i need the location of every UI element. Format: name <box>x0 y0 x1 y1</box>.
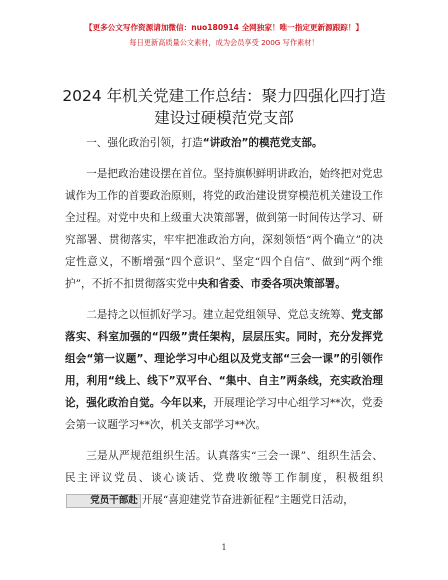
section-heading-bold: “讲政治”的模范党支部。 <box>202 137 323 149</box>
document-title <box>0 85 448 129</box>
paragraph-1-text: 一是把政治建设摆在首位。坚持旗帜鲜明讲政治，始终把对党忠诚作为工作的首要政治原则，将党的政治建设贯穿模范机关建设工作全过程。对党中央和上级重大决策部署，做到第一时间传达学习、研究部署、贯彻落实，牢牢把准政治方向，深刻领悟“两个确立”的决定性意义，不断增强“四个意识”、坚定“四个自信”、做到“两个维护”，不折不扣贯彻落实党中 <box>65 168 383 290</box>
paragraph-1-bold-tail: 央和省委、市委各项决策部署。 <box>197 278 346 290</box>
title-line-1: 2024 年机关党建工作总结：聚力四强化四打造 <box>62 87 386 105</box>
paragraph-2-part-c: “三会一课”的引领作用，利用“线上、线下”双平台、“集中、自主”两条线，充实政治理论，强化政治自觉。今年以来， <box>65 353 383 409</box>
document-body <box>65 132 383 520</box>
paragraph-2 <box>65 304 383 436</box>
banner-line-2: 每日更新高质量公文素材，成为会员享受 200G 写作素材！ <box>129 38 319 47</box>
paragraph-2-part-a: 二是持之以恒抓好学习。建立起党组领导、党总支统筹、 <box>86 309 352 321</box>
section-heading-text: 一、强化政治引领，打造 <box>86 137 203 149</box>
paragraph-3-part-b: 开展“喜迎建党节奋进新征程”主题党日活动， <box>141 494 354 506</box>
paragraph-2-part-b: 党支部落实、科室加强的“四级”责任架构，层层压实。同时，充分发挥党组会“第一议题”、理论学习中心组以及党支部 <box>65 309 383 365</box>
paragraph-2-part-d: 开展理论学习中心组学习**次，党委会第一议题学习**次，机关支部学习**次。 <box>65 397 384 431</box>
section-heading-1 <box>65 132 383 154</box>
page-number: 1 <box>221 543 227 552</box>
overlay-text-box: 党员干部赴 <box>66 494 141 508</box>
paragraph-3 <box>65 445 383 511</box>
header-banner <box>0 22 448 49</box>
title-line-2: 建设过硬模范党支部 <box>154 109 294 127</box>
banner-line-1: 【更多公文写作资源请加微信：nuo180914 全网独家！唯一指定更新源跟踪！】 <box>84 23 364 32</box>
paragraph-1 <box>65 163 383 295</box>
paragraph-3-part-a: 三是从严规范组织生活。认真落实“三会一课”、组织生活会、民主评议党员、谈心谈话、党费收缴等工作制度，积极组织 <box>65 450 383 484</box>
